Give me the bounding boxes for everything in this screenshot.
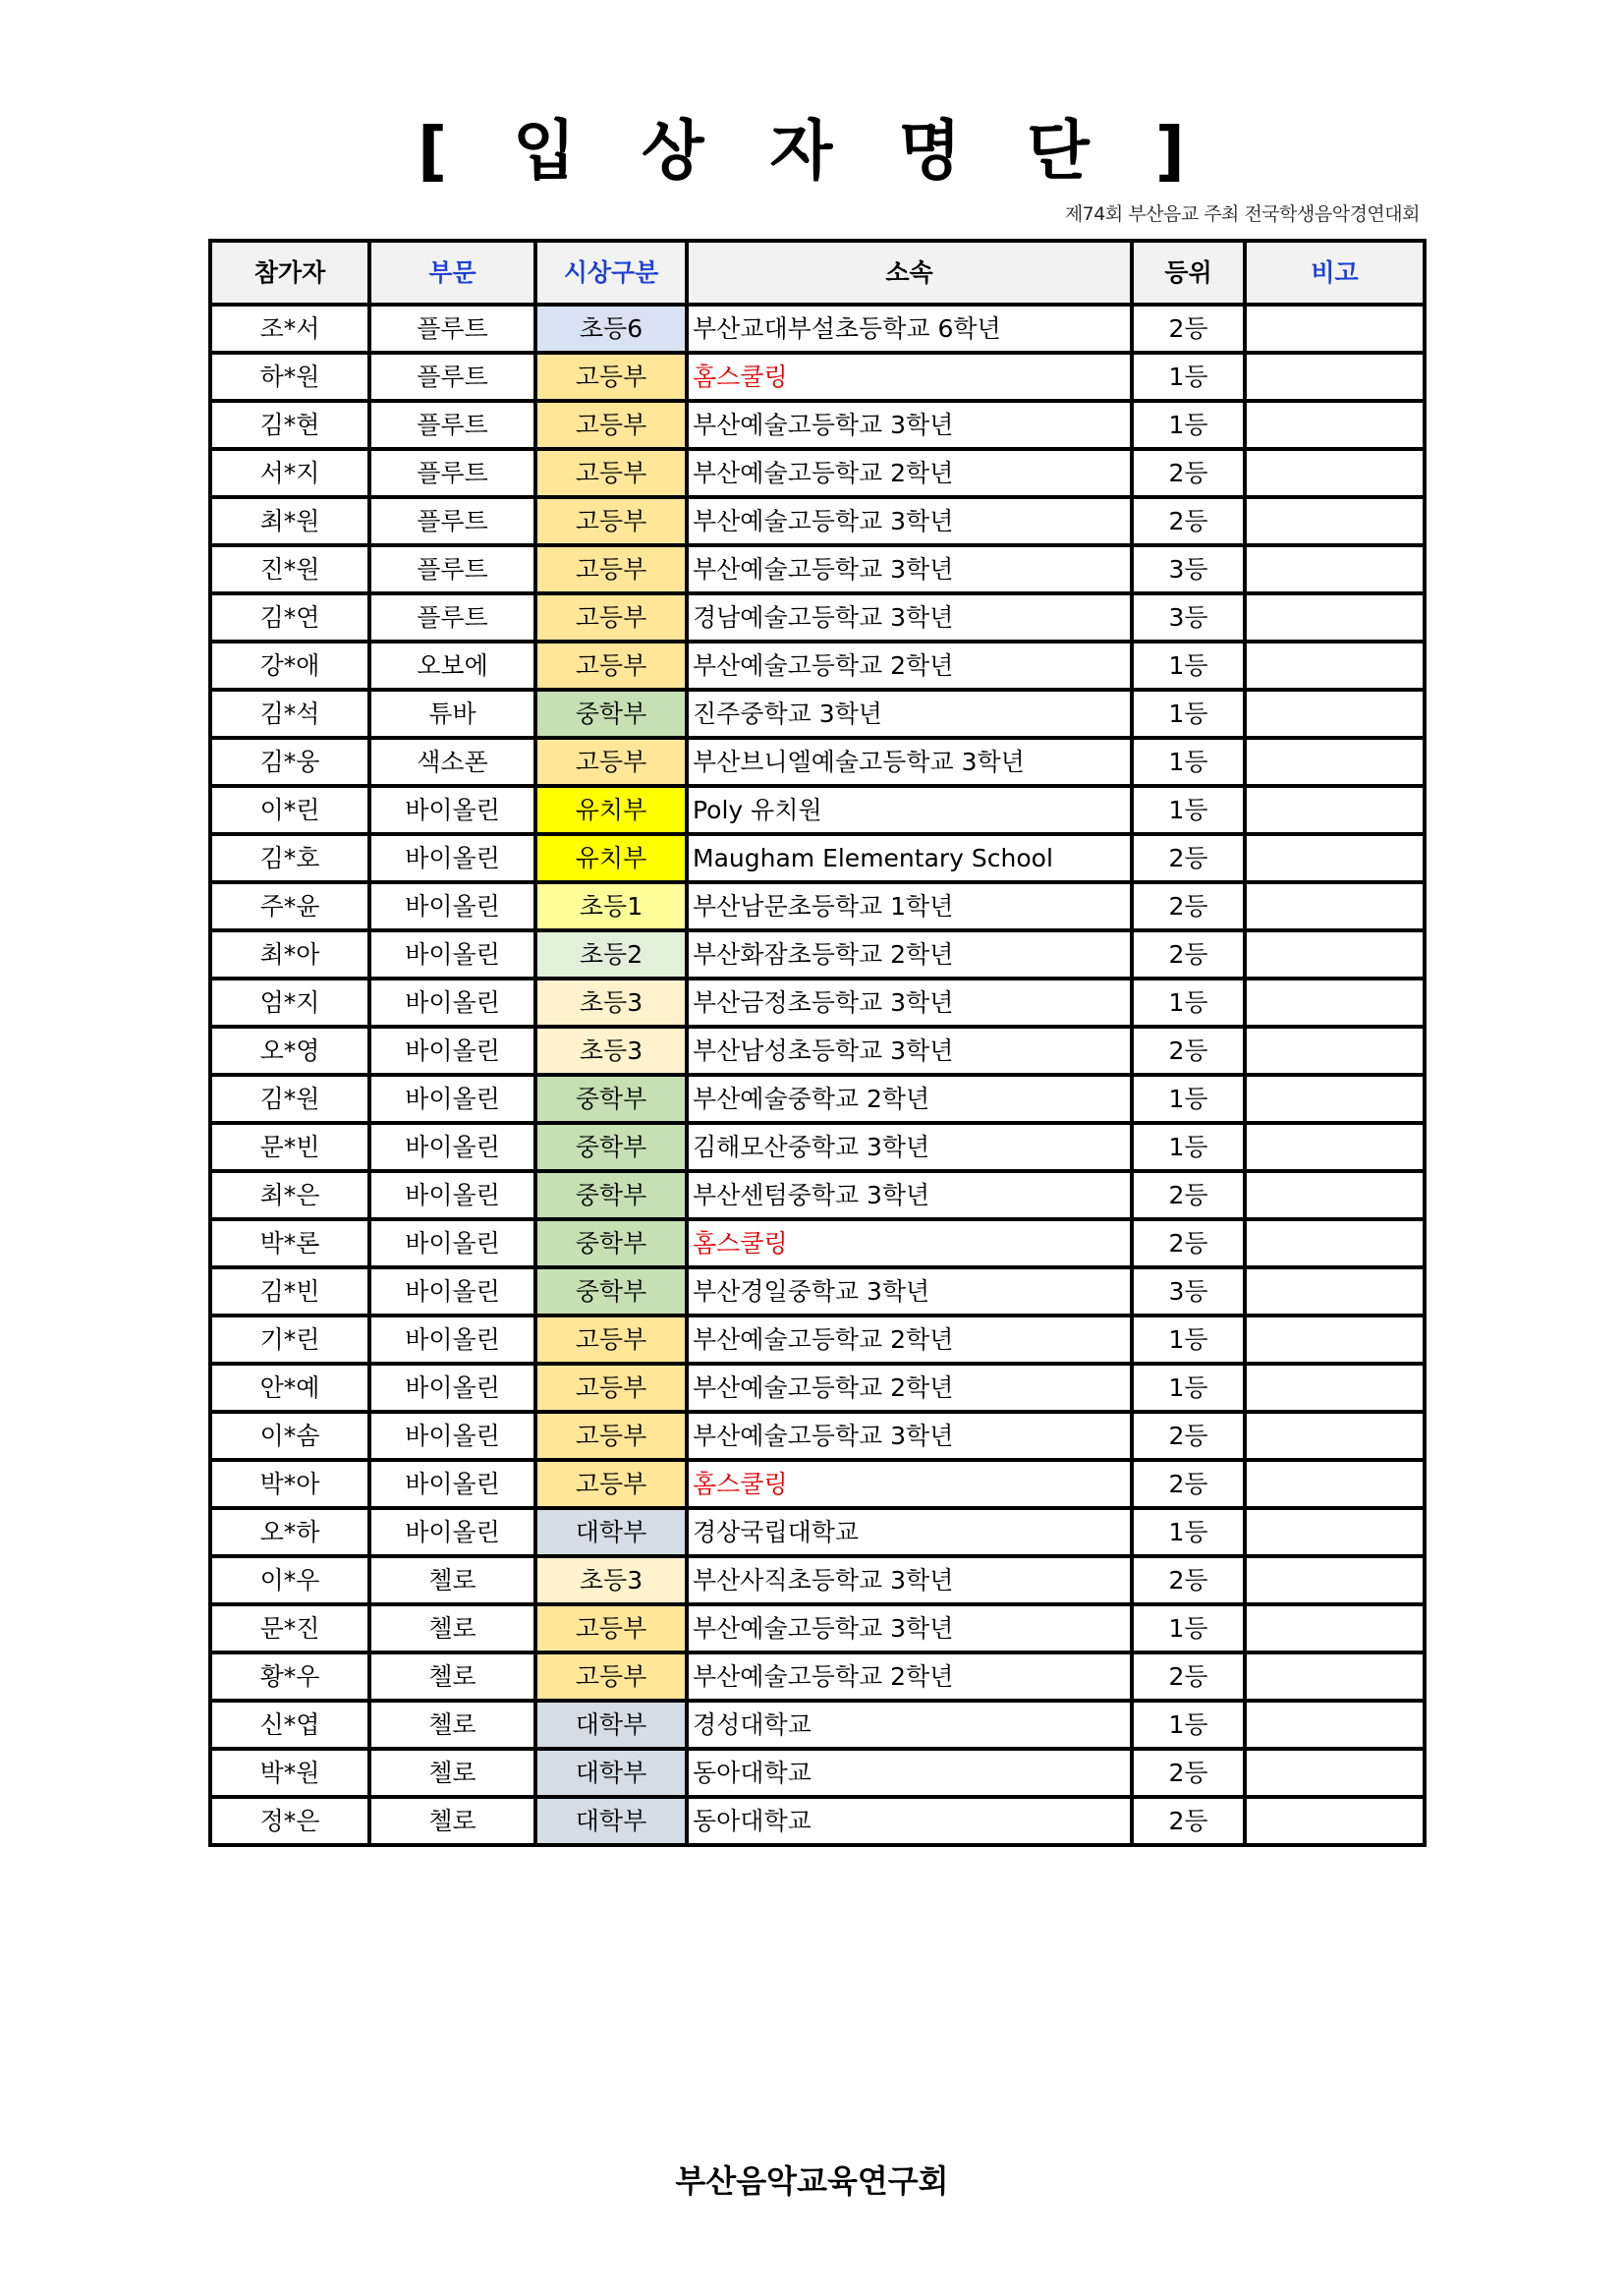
award-category-cell: 초등3 [535,1556,687,1604]
note-cell [1245,449,1425,497]
division-cell: 플루트 [369,305,535,353]
note-cell [1245,1652,1425,1701]
participant-cell: 정*은 [210,1797,369,1845]
award-category-cell: 고등부 [535,497,687,545]
affiliation-cell: 부산예술고등학교 3학년 [687,497,1132,545]
participant-cell: 이*린 [210,786,369,834]
award-category-cell: 유치부 [535,834,687,882]
division-cell: 플루트 [369,497,535,545]
affiliation-cell: 김해모산중학교 3학년 [687,1123,1132,1171]
table-row [210,786,1425,834]
table-row [210,1412,1425,1460]
rank-cell: 2등 [1132,1219,1245,1267]
affiliation-cell: 부산남성초등학교 3학년 [687,1027,1132,1075]
table-row [210,1123,1425,1171]
table-row [210,593,1425,642]
participant-cell: 최*아 [210,930,369,979]
award-category-cell: 중학부 [535,1075,687,1123]
division-cell: 바이올린 [369,1508,535,1556]
participant-cell: 김*연 [210,593,369,642]
rank-cell: 2등 [1132,1652,1245,1701]
affiliation-cell: 부산브니엘예술고등학교 3학년 [687,738,1132,786]
participant-cell: 박*아 [210,1460,369,1508]
rank-cell: 2등 [1132,1171,1245,1219]
rank-cell: 1등 [1132,738,1245,786]
table-row [210,738,1425,786]
header-row [210,241,1425,305]
participant-cell: 오*하 [210,1508,369,1556]
award-category-cell: 중학부 [535,690,687,738]
division-cell: 오보에 [369,642,535,690]
note-cell [1245,642,1425,690]
award-category-cell: 고등부 [535,545,687,593]
affiliation-cell: 경남예술고등학교 3학년 [687,593,1132,642]
table-row [210,834,1425,882]
affiliation-cell: 경성대학교 [687,1701,1132,1749]
affiliation-cell: 부산예술고등학교 3학년 [687,1412,1132,1460]
table-row [210,1797,1425,1845]
award-category-cell: 초등3 [535,1027,687,1075]
table-row [210,1316,1425,1364]
division-cell: 바이올린 [369,1364,535,1412]
rank-cell: 3등 [1132,1267,1245,1316]
affiliation-cell: 부산예술중학교 2학년 [687,1075,1132,1123]
participant-cell: 박*론 [210,1219,369,1267]
affiliation-cell: Maugham Elementary School [687,834,1132,882]
rank-cell: 1등 [1132,1604,1245,1652]
participant-cell: 주*윤 [210,882,369,930]
table-row [210,1652,1425,1701]
rank-cell: 1등 [1132,786,1245,834]
note-cell [1245,497,1425,545]
header-award-category: 시상구분 [535,241,687,305]
award-category-cell: 고등부 [535,1460,687,1508]
table-row [210,305,1425,353]
award-category-cell: 중학부 [535,1219,687,1267]
award-category-cell: 대학부 [535,1701,687,1749]
award-category-cell: 유치부 [535,786,687,834]
note-cell [1245,882,1425,930]
note-cell [1245,1316,1425,1364]
rank-cell: 2등 [1132,1797,1245,1845]
division-cell: 바이올린 [369,979,535,1027]
award-category-cell: 대학부 [535,1797,687,1845]
rank-cell: 1등 [1132,1508,1245,1556]
rank-cell: 1등 [1132,1364,1245,1412]
note-cell [1245,545,1425,593]
participant-cell: 이*솜 [210,1412,369,1460]
rank-cell: 2등 [1132,497,1245,545]
participant-cell: 서*지 [210,449,369,497]
affiliation-cell: 부산예술고등학교 2학년 [687,1652,1132,1701]
page-title: [ 입 상 자 명 단 ] [418,113,1206,189]
table-row [210,1556,1425,1604]
note-cell [1245,1267,1425,1316]
participant-cell: 박*원 [210,1749,369,1797]
affiliation-cell: 홈스쿨링 [687,1219,1132,1267]
award-category-cell: 대학부 [535,1749,687,1797]
division-cell: 첼로 [369,1749,535,1797]
table-row [210,930,1425,979]
award-category-cell: 고등부 [535,642,687,690]
table-row [210,449,1425,497]
award-category-cell: 대학부 [535,1508,687,1556]
participant-cell: 엄*지 [210,979,369,1027]
rank-cell: 3등 [1132,545,1245,593]
affiliation-cell: 부산예술고등학교 2학년 [687,1364,1132,1412]
division-cell: 플루트 [369,449,535,497]
award-category-cell: 중학부 [535,1123,687,1171]
table-row [210,401,1425,449]
rank-cell: 1등 [1132,1123,1245,1171]
header-note: 비고 [1245,241,1425,305]
participant-cell: 오*영 [210,1027,369,1075]
division-cell: 바이올린 [369,930,535,979]
division-cell: 바이올린 [369,834,535,882]
affiliation-cell: 부산센텀중학교 3학년 [687,1171,1132,1219]
affiliation-cell: 부산예술고등학교 2학년 [687,1316,1132,1364]
table-row [210,1027,1425,1075]
note-cell [1245,1460,1425,1508]
division-cell: 첼로 [369,1604,535,1652]
table-row [210,979,1425,1027]
note-cell [1245,979,1425,1027]
affiliation-cell: 경상국립대학교 [687,1508,1132,1556]
table-row [210,1460,1425,1508]
affiliation-cell: 부산화잠초등학교 2학년 [687,930,1132,979]
note-cell [1245,1701,1425,1749]
table-row [210,1219,1425,1267]
affiliation-cell: 부산예술고등학교 2학년 [687,642,1132,690]
affiliation-cell: 부산예술고등학교 3학년 [687,1604,1132,1652]
note-cell [1245,690,1425,738]
participant-cell: 조*서 [210,305,369,353]
rank-cell: 1등 [1132,1075,1245,1123]
rank-cell: 2등 [1132,1460,1245,1508]
division-cell: 바이올린 [369,1267,535,1316]
table-row [210,690,1425,738]
affiliation-cell: 부산금정초등학교 3학년 [687,979,1132,1027]
affiliation-cell: 진주중학교 3학년 [687,690,1132,738]
affiliation-cell: 부산예술고등학교 2학년 [687,449,1132,497]
participant-cell: 이*우 [210,1556,369,1604]
award-category-cell: 고등부 [535,401,687,449]
division-cell: 첼로 [369,1556,535,1604]
rank-cell: 2등 [1132,449,1245,497]
rank-cell: 1등 [1132,642,1245,690]
award-category-cell: 고등부 [535,353,687,401]
participant-cell: 하*원 [210,353,369,401]
note-cell [1245,353,1425,401]
award-category-cell: 중학부 [535,1267,687,1316]
rank-cell: 2등 [1132,1749,1245,1797]
organization-footer: 부산음악교육연구회 [675,2162,949,2200]
affiliation-cell: 부산예술고등학교 3학년 [687,545,1132,593]
division-cell: 플루트 [369,545,535,593]
participant-cell: 황*우 [210,1652,369,1701]
rank-cell: 2등 [1132,1412,1245,1460]
division-cell: 플루트 [369,353,535,401]
note-cell [1245,1797,1425,1845]
division-cell: 바이올린 [369,1123,535,1171]
division-cell: 바이올린 [369,1171,535,1219]
table-row [210,1171,1425,1219]
rank-cell: 2등 [1132,1556,1245,1604]
note-cell [1245,1749,1425,1797]
participant-cell: 김*빈 [210,1267,369,1316]
note-cell [1245,1604,1425,1652]
rank-cell: 1등 [1132,1316,1245,1364]
award-category-cell: 고등부 [535,593,687,642]
division-cell: 바이올린 [369,1027,535,1075]
competition-subtitle: 제74회 부산음교 주최 전국학생음악경연대회 [1064,203,1420,225]
award-category-cell: 초등2 [535,930,687,979]
division-cell: 바이올린 [369,1316,535,1364]
rank-cell: 2등 [1132,834,1245,882]
rank-cell: 2등 [1132,305,1245,353]
participant-cell: 김*호 [210,834,369,882]
award-category-cell: 초등6 [535,305,687,353]
affiliation-cell: 동아대학교 [687,1749,1132,1797]
division-cell: 첼로 [369,1652,535,1701]
award-category-cell: 고등부 [535,449,687,497]
participant-cell: 김*원 [210,1075,369,1123]
affiliation-cell: 홈스쿨링 [687,353,1132,401]
table-row [210,1075,1425,1123]
table-row [210,1701,1425,1749]
header-division: 부문 [369,241,535,305]
participant-cell: 최*은 [210,1171,369,1219]
table-row [210,1749,1425,1797]
division-cell: 바이올린 [369,1460,535,1508]
note-cell [1245,401,1425,449]
award-category-cell: 고등부 [535,1604,687,1652]
note-cell [1245,305,1425,353]
participant-cell: 진*원 [210,545,369,593]
table-row [210,497,1425,545]
division-cell: 바이올린 [369,882,535,930]
award-category-cell: 중학부 [535,1171,687,1219]
note-cell [1245,930,1425,979]
table-row [210,1508,1425,1556]
rank-cell: 1등 [1132,979,1245,1027]
award-category-cell: 고등부 [535,1364,687,1412]
note-cell [1245,1075,1425,1123]
winners-table [208,239,1427,1847]
note-cell [1245,786,1425,834]
note-cell [1245,1508,1425,1556]
participant-cell: 최*원 [210,497,369,545]
table-row [210,882,1425,930]
note-cell [1245,834,1425,882]
award-category-cell: 고등부 [535,738,687,786]
rank-cell: 2등 [1132,930,1245,979]
participant-cell: 김*석 [210,690,369,738]
note-cell [1245,593,1425,642]
table-row [210,642,1425,690]
participant-cell: 안*예 [210,1364,369,1412]
rank-cell: 2등 [1132,882,1245,930]
rank-cell: 1등 [1132,1701,1245,1749]
table-row [210,1267,1425,1316]
affiliation-cell: 부산교대부설초등학교 6학년 [687,305,1132,353]
note-cell [1245,1171,1425,1219]
note-cell [1245,1123,1425,1171]
participant-cell: 기*린 [210,1316,369,1364]
note-cell [1245,1364,1425,1412]
participant-cell: 김*웅 [210,738,369,786]
participant-cell: 문*빈 [210,1123,369,1171]
note-cell [1245,1219,1425,1267]
division-cell: 첼로 [369,1797,535,1845]
division-cell: 바이올린 [369,1075,535,1123]
affiliation-cell: 부산예술고등학교 3학년 [687,401,1132,449]
affiliation-cell: Poly 유치원 [687,786,1132,834]
division-cell: 바이올린 [369,786,535,834]
award-category-cell: 고등부 [535,1412,687,1460]
table-row [210,545,1425,593]
note-cell [1245,1027,1425,1075]
participant-cell: 문*진 [210,1604,369,1652]
rank-cell: 1등 [1132,353,1245,401]
table-row [210,1604,1425,1652]
rank-cell: 3등 [1132,593,1245,642]
affiliation-cell: 부산경일중학교 3학년 [687,1267,1132,1316]
division-cell: 플루트 [369,593,535,642]
affiliation-cell: 동아대학교 [687,1797,1132,1845]
affiliation-cell: 홈스쿨링 [687,1460,1132,1508]
note-cell [1245,1556,1425,1604]
participant-cell: 신*엽 [210,1701,369,1749]
rank-cell: 1등 [1132,690,1245,738]
table-row [210,353,1425,401]
division-cell: 바이올린 [369,1219,535,1267]
award-category-cell: 초등1 [535,882,687,930]
header-participant: 참가자 [210,241,369,305]
division-cell: 첼로 [369,1701,535,1749]
header-affiliation: 소속 [687,241,1132,305]
award-category-cell: 고등부 [535,1316,687,1364]
rank-cell: 1등 [1132,401,1245,449]
affiliation-cell: 부산남문초등학교 1학년 [687,882,1132,930]
note-cell [1245,738,1425,786]
participant-cell: 강*애 [210,642,369,690]
rank-cell: 2등 [1132,1027,1245,1075]
participant-cell: 김*현 [210,401,369,449]
division-cell: 플루트 [369,401,535,449]
division-cell: 튜바 [369,690,535,738]
table-row [210,1364,1425,1412]
award-category-cell: 초등3 [535,979,687,1027]
header-rank: 등위 [1132,241,1245,305]
affiliation-cell: 부산사직초등학교 3학년 [687,1556,1132,1604]
division-cell: 바이올린 [369,1412,535,1460]
division-cell: 색소폰 [369,738,535,786]
note-cell [1245,1412,1425,1460]
award-category-cell: 고등부 [535,1652,687,1701]
